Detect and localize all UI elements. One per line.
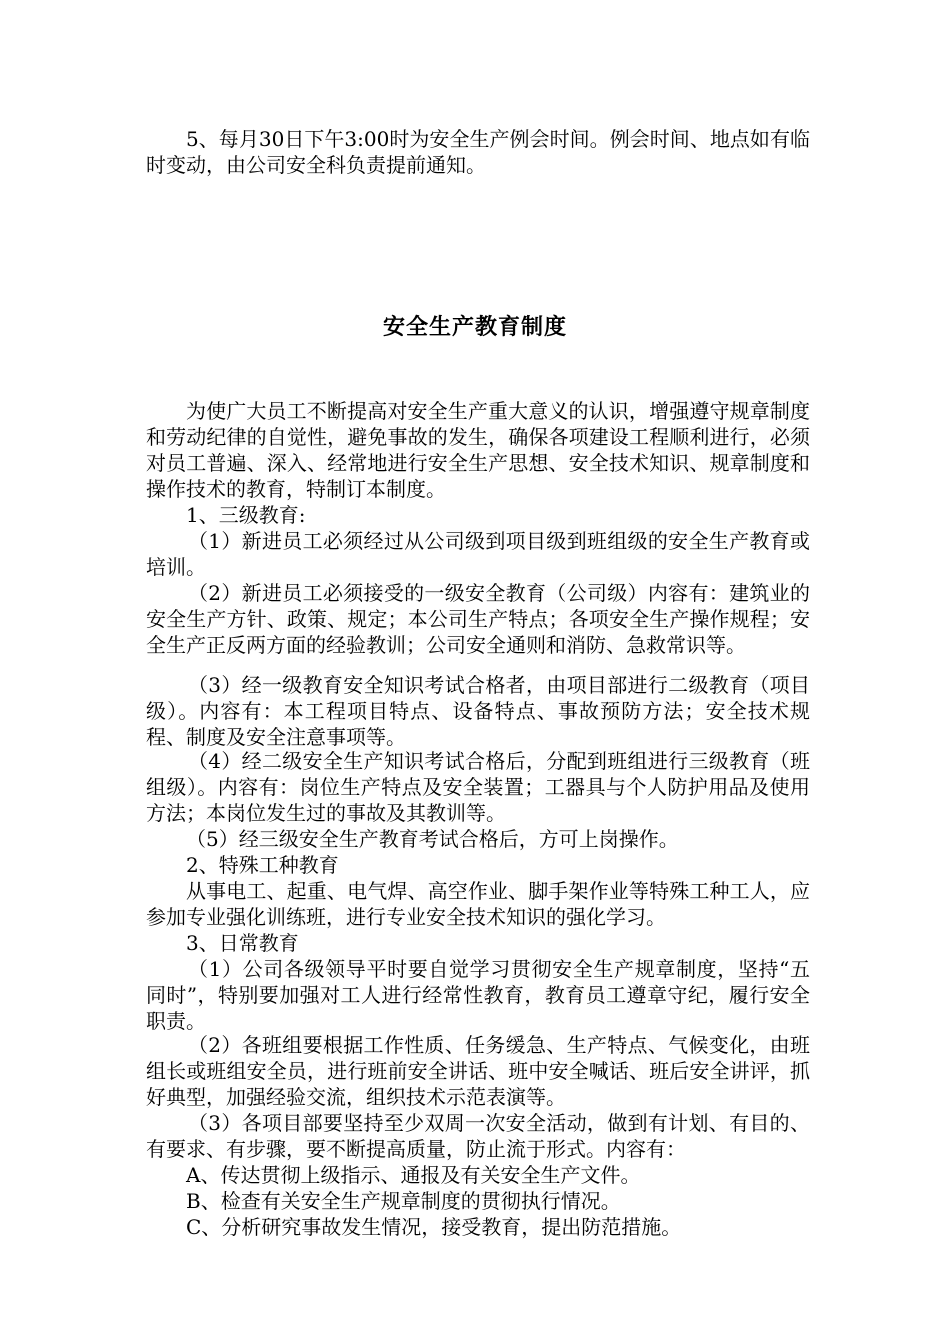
section-1-heading: 1、三级教育: (186, 503, 306, 527)
section-3-item-c: C、分析研究事故发生情况，接受教育，提出防范措施。 (186, 1215, 682, 1239)
section-2-paragraph: 从事电工、起重、电气焊、高空作业、脚手架作业等特殊工种工人，应参加专业强化训练班，进行专业安全技术知识的强化学习。 (146, 879, 810, 929)
page-title: 安全生产教育制度 (382, 314, 567, 340)
section-1-item-4: （4）经二级安全生产知识考试合格后，分配到班组进行三级教育（班组级）。内容有：岗位生产特点及安全装置；工器具与个人防护用品及使用方法；本岗位发生过的事故及其教训等。 (146, 749, 810, 825)
section-3-item-b: B、检查有关安全生产规章制度的贯彻执行情况。 (186, 1189, 621, 1213)
section-3-item-a: A、传达贯彻上级指示、通报及有关安全生产文件。 (186, 1163, 641, 1187)
section-3-item-1: （1）公司各级领导平时要自觉学习贯彻安全生产规章制度，坚持“五同时”，特别要加强对工人进行经常性教育，教育员工遵章守纪，履行安全职责。 (146, 957, 810, 1033)
section-3-heading: 3、日常教育 (186, 931, 299, 955)
section-1-item-5: （5）经三级安全生产教育考试合格后，方可上岗操作。 (186, 827, 679, 851)
section-3-item-2: （2）各班组要根据工作性质、任务缓急、生产特点、气候变化，由班组长或班组安全员，进行班前安全讲话、班中安全喊话、班后安全讲评，抓好典型，加强经验交流，组织技术示范表演等。 (146, 1033, 810, 1109)
intro-item-5: 5、每月30日下午3:00时为安全生产例会时间。例会时间、地点如有临时变动，由公司安全科负责提前通知。 (146, 127, 810, 177)
section-2-heading: 2、特殊工种教育 (186, 853, 339, 877)
preamble-paragraph: 为使广大员工不断提高对安全生产重大意义的认识，增强遵守规章制度和劳动纪律的自觉性，避免事故的发生，确保各项建设工程顺利进行，必须对员工普遍、深入、经常地进行安全生产思想、安全技术知识、规章制度和操作技术的教育，特制订本制度。 (146, 399, 810, 501)
section-1-item-3: （3）经一级教育安全知识考试合格者，由项目部进行二级教育（项目级）。内容有：本工程项目特点、设备特点、事故预防方法；安全技术规程、制度及安全注意事项等。 (146, 673, 810, 749)
section-3-item-3: （3）各项目部要坚持至少双周一次安全活动，做到有计划、有目的、有要求、有步骤，要不断提高质量，防止流于形式。内容有： (146, 1111, 810, 1161)
section-1-item-2: （2）新进员工必须接受的一级安全教育（公司级）内容有：建筑业的安全生产方针、政策、规定；本公司生产特点；各项安全生产操作规程；安全生产正反两方面的经验教训；公司安全通则和消防、急救常识等。 (146, 581, 810, 657)
section-1-item-1: （1）新进员工必须经过从公司级到项目级到班组级的安全生产教育或培训。 (146, 529, 810, 579)
